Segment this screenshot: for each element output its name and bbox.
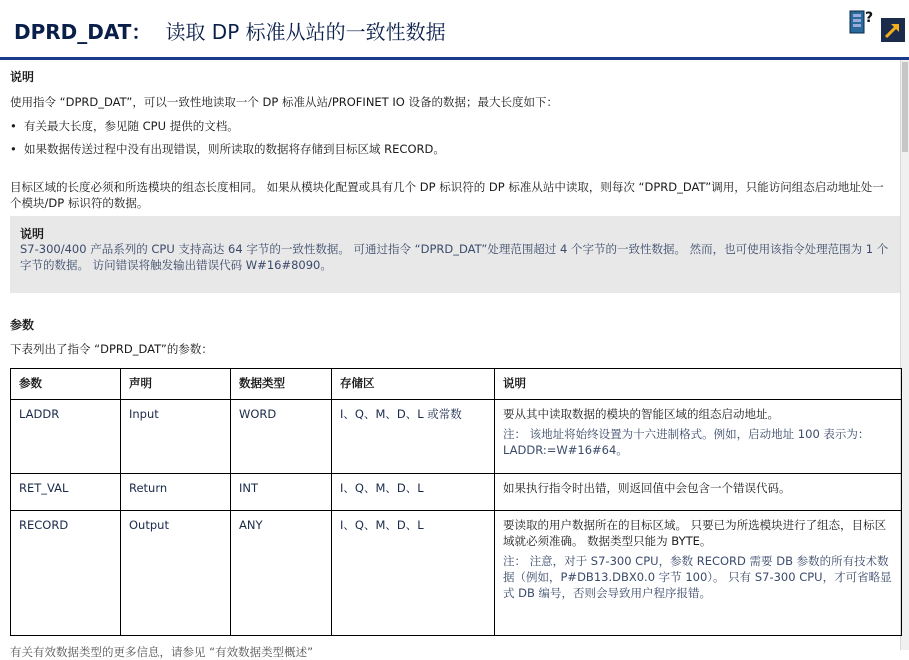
- title-description: 读取 DP 标准从站的一致性数据: [165, 20, 446, 44]
- column-header: 存储区: [332, 369, 495, 400]
- scrollbar-thumb[interactable]: [902, 62, 908, 152]
- note-text: S7-300/400 产品系列的 CPU 支持高达 64 字节的一致性数据。 可通过指令 “DPRD_DAT”处理范围超过 4 个字节的一致性数据。 然而，也可使用该指令处理范围为 1 个字节的数据。 访问错误将触发输出错误代码 W#16#8090。: [20, 242, 889, 272]
- bullet-item: [10, 141, 445, 157]
- table-row: [11, 511, 902, 636]
- bullet-item: [10, 118, 239, 134]
- param-data-type: ANY: [231, 511, 332, 636]
- toolbar-icons: [849, 8, 909, 40]
- param-data-type: INT: [231, 474, 332, 511]
- bullet-dot: •: [10, 119, 17, 133]
- column-header: 声明: [121, 369, 231, 400]
- param-description-cell: [495, 511, 902, 636]
- bullet-text: 如果数据传送过程中没有出现错误，则所读取的数据将存储到目标区域 RECORD。: [24, 142, 445, 156]
- param-description: 要读取的用户数据所在的目标区域。 只要已为所选模块进行了组态，目标区域就必须准确。 数据类型只能为 BYTE。: [503, 518, 887, 548]
- table-row: [11, 400, 902, 474]
- column-header: 数据类型: [231, 369, 332, 400]
- svg-text:?: ?: [865, 10, 874, 26]
- params-intro: 下表列出了指令 “DPRD_DAT”的参数：: [10, 342, 213, 356]
- column-header: 说明: [495, 369, 902, 400]
- param-memory-area: I、Q、M、D、L 或常数: [332, 400, 495, 474]
- table-row: [11, 474, 902, 511]
- description-paragraph: 目标区域的长度必须和所选模块的组态长度相同。 如果从模块化配置或具有几个 DP 标识符的 DP 标准从站中读取，则每次 “DPRD_DAT”调用，只能访问组态启动地址处一个模块/DP 标识符的数据。: [10, 180, 884, 210]
- help-question-icon[interactable]: [849, 8, 877, 36]
- param-note: 注： 该地址将始终设置为十六进制格式。例如，启动地址 100 表示为： LADDR:=W#16#64。: [503, 427, 870, 457]
- page-header: [0, 0, 909, 57]
- note-heading: 说明: [20, 227, 45, 241]
- param-name: RET_VAL: [11, 474, 121, 511]
- page-title: [14, 16, 446, 45]
- description-intro: 使用指令 “DPRD_DAT”，可以一致性地读取一个 DP 标准从站/PROFINET IO 设备的数据；最大长度如下：: [10, 95, 558, 109]
- table-header-row: [11, 369, 902, 400]
- note-box: [10, 216, 900, 293]
- param-declaration: Output: [121, 511, 231, 636]
- column-header: 参数: [11, 369, 121, 400]
- param-description: 如果执行指令时出错，则返回值中会包含一个错误代码。: [503, 481, 791, 495]
- param-description-cell: [495, 400, 902, 474]
- params-heading: 参数: [10, 318, 35, 332]
- param-declaration: Return: [121, 474, 231, 511]
- param-name: LADDR: [11, 400, 121, 474]
- footer-text: 有关有效数据类型的更多信息，请参见 “有效数据类型概述”: [10, 645, 314, 659]
- title-code: DPRD_DAT：: [14, 20, 152, 44]
- jump-arrow-icon[interactable]: [881, 18, 905, 42]
- param-data-type: WORD: [231, 400, 332, 474]
- param-name: RECORD: [11, 511, 121, 636]
- help-content: [0, 60, 900, 659]
- param-memory-area: I、Q、M、D、L: [332, 474, 495, 511]
- parameters-table: [10, 368, 902, 636]
- param-description-cell: [495, 474, 902, 511]
- bullet-dot: •: [10, 142, 17, 156]
- bullet-text: 有关最大长度，参见随 CPU 提供的文档。: [24, 119, 239, 133]
- param-note: 注： 注意，对于 S7-300 CPU，参数 RECORD 需要 DB 参数的所有技术数据（例如，P#DB13.DBX0.0 字节 100）。 只有 S7-300 CPU，才可省略显式 DB 编号，否则会导致用户程序报错。: [503, 554, 892, 600]
- param-memory-area: I、Q、M、D、L: [332, 511, 495, 636]
- param-declaration: Input: [121, 400, 231, 474]
- param-description: 要从其中读取数据的模块的智能区域的组态启动地址。: [503, 407, 779, 421]
- description-heading: 说明: [10, 70, 35, 84]
